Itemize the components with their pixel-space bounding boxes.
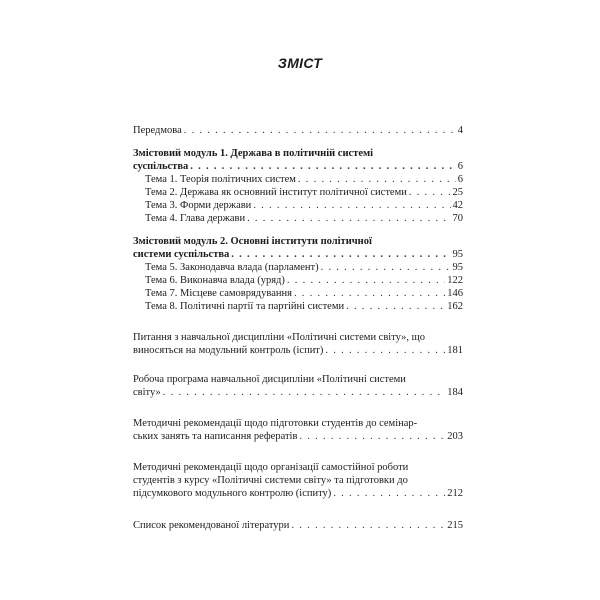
toc-entry-text: системи суспільства [133, 249, 230, 260]
toc-entry-text: Тема 4. Глава держави [145, 213, 246, 224]
toc-entry-topic-1[interactable] [133, 173, 463, 186]
toc-page-number: 203 [447, 431, 463, 442]
toc-page-number: 70 [452, 213, 463, 224]
leader-dots [321, 261, 451, 274]
toc-entry-text: Тема 1. Теорія політичних систем [145, 174, 296, 185]
toc-page-number: 212 [447, 488, 463, 499]
toc-entry-topic-4[interactable] [133, 212, 463, 225]
toc-entry-module-2[interactable] [133, 235, 463, 261]
toc-page-number: 181 [447, 345, 463, 356]
leader-dots [333, 487, 445, 500]
toc-entry-seminar-recommendations[interactable] [133, 417, 463, 443]
toc-page-number: 215 [447, 520, 463, 531]
leader-dots [231, 248, 450, 261]
toc-entry-module-1[interactable] [133, 147, 463, 173]
toc-entry-exam-questions[interactable] [133, 331, 463, 357]
toc-entry-topic-2[interactable] [133, 186, 463, 199]
toc-page-number: 95 [452, 262, 463, 273]
toc-entry-text: Робоча програма навчальної дисципліни «Політичні системи [133, 374, 406, 385]
leader-dots [247, 212, 450, 225]
toc-entry-literature[interactable] [133, 519, 463, 532]
toc-entry-text: Змістовий модуль 1. Держава в політичній системі [133, 148, 374, 159]
toc-entry-text: Змістовий модуль 2. Основні інститути політичної [133, 236, 372, 247]
toc-page-number: 42 [452, 200, 463, 211]
leader-dots [325, 344, 445, 357]
toc-entry-text: Тема 2. Держава як основний інститут політичної системи [145, 187, 407, 198]
leader-dots [298, 173, 456, 186]
toc-entry-topic-3[interactable] [133, 199, 463, 212]
toc-entry-text: Список рекомендованої літератури [133, 520, 290, 531]
toc-page-number: 6 [457, 174, 463, 185]
toc-entry-text: Тема 6. Виконавча влада (уряд) [145, 275, 285, 286]
toc-entry-text: Тема 8. Політичні партії та партійні системи [145, 301, 345, 312]
toc-entry-text: підсумкового модульного контролю (іспиту) [133, 488, 332, 499]
leader-dots [163, 386, 446, 399]
toc-entry-text: Методичні рекомендації щодо організації самостійної роботи [133, 462, 409, 473]
toc-entry-topic-5[interactable] [133, 261, 463, 274]
leader-dots [253, 199, 450, 212]
toc-page-number: 6 [457, 161, 463, 172]
toc-entry-selfwork-recommendations[interactable] [133, 461, 463, 500]
leader-dots [184, 124, 456, 137]
toc-entry-text: суспільства [133, 161, 189, 172]
leader-dots [294, 287, 445, 300]
toc-page-number: 146 [447, 288, 463, 299]
toc-entry-text: ських занять та написання рефератів [133, 431, 298, 442]
toc-page-number: 122 [447, 275, 463, 286]
leader-dots [291, 519, 445, 532]
page-title: ЗМІСТ [277, 55, 323, 71]
leader-dots [409, 186, 451, 199]
toc-page-number: 25 [452, 187, 463, 198]
toc-entry-text: виносяться на модульний контроль (іспит) [133, 345, 324, 356]
toc-page-number: 162 [447, 301, 463, 312]
table-of-contents [133, 124, 463, 532]
toc-page-number: 95 [452, 249, 463, 260]
leader-dots [190, 160, 455, 173]
toc-page-number: 184 [447, 387, 463, 398]
toc-entry-text: Питання з навчальної дисципліни «Політичні системи світу», що [133, 332, 426, 343]
toc-entry-text: Тема 5. Законодавча влада (парламент) [145, 262, 319, 273]
toc-entry-topic-7[interactable] [133, 287, 463, 300]
toc-entry-text: Тема 7. Місцеве самоврядування [145, 288, 292, 299]
toc-entry-text: Передмова [133, 125, 182, 136]
toc-entry-text: студентів з курсу «Політичні системи світу» та підготовки до [133, 475, 408, 486]
toc-entry-preface[interactable] [133, 124, 463, 137]
toc-entry-topic-6[interactable] [133, 274, 463, 287]
toc-entry-text: Тема 3. Форми держави [145, 200, 252, 211]
leader-dots [287, 274, 445, 287]
leader-dots [346, 300, 445, 313]
toc-entry-text: світу» [133, 387, 161, 398]
toc-entry-work-program[interactable] [133, 373, 463, 399]
leader-dots [299, 430, 445, 443]
toc-page-number: 4 [457, 125, 463, 136]
toc-entry-text: Методичні рекомендації щодо підготовки студентів до семінар- [133, 418, 418, 429]
toc-entry-topic-8[interactable] [133, 300, 463, 313]
